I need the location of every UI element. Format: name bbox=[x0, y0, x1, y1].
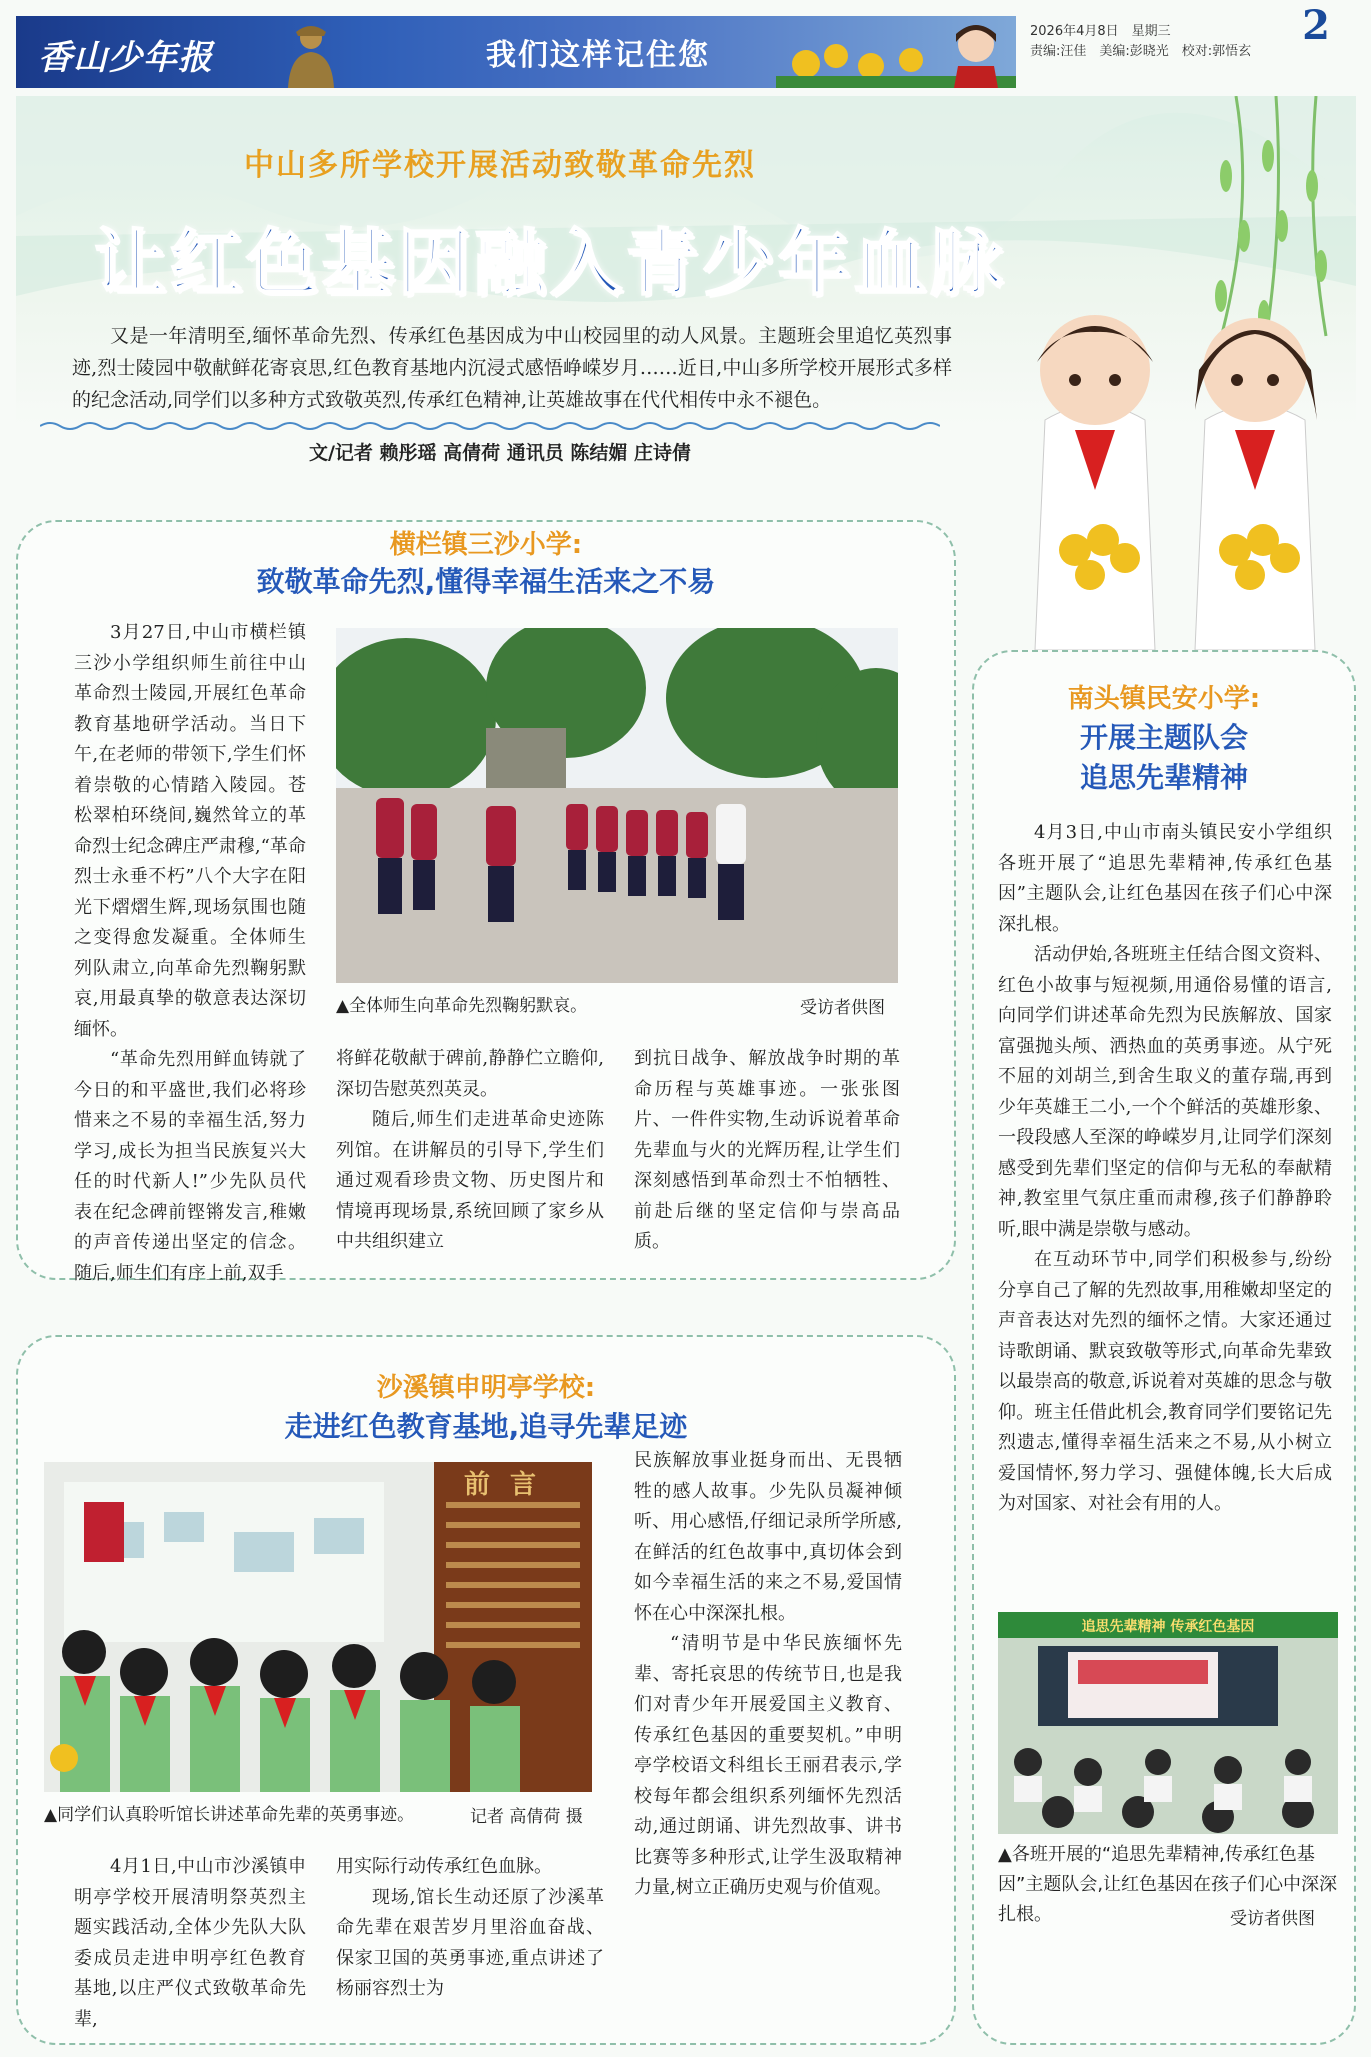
section1-column2 bbox=[336, 1044, 604, 1258]
section2-paragraph2: 活动伊始,各班班主任结合图文资料、红色小故事与短视频,用通俗易懂的语言,向同学们讲述革命先烈为民族解放、国家富强抛头颅、洒热血的英勇事迹。从宁死不屈的刘胡兰,到舍生取义的董存瑞,再到少年英雄王二小,一个个鲜活的英雄形象、一段段感人至深的峥嵘岁月,让同学们深刻感受到先辈们坚定的信仰与无私的奉献精神,教室里气氛庄重而肃穆,孩子们静静聆听,眼中满是崇敬与感动。 bbox=[998, 944, 1332, 1240]
soldier-statue-icon bbox=[266, 16, 356, 88]
section3-title-line1: 沙溪镇申明亭学校: bbox=[376, 1373, 596, 1403]
section1-credit: 受访者供图 bbox=[800, 998, 885, 1018]
plaque-title: 前言 bbox=[464, 1470, 557, 1500]
section2-body bbox=[998, 818, 1332, 1520]
section2-paragraph1: 4月3日,中山市南头镇民安小学组织各班开展了“追思先辈精神,传承红色基因”主题队会,让红色基因在孩子们心中深深扎根。 bbox=[998, 822, 1332, 935]
section2-paragraph3: 在互动环节中,同学们积极参与,纷纷分享自己了解的先烈故事,用稚嫩却坚定的声音表达对先烈的缅怀之情。大家还通过诗歌朗诵、默哀致敬等形式,向革命先辈致以最崇高的敬意,诉说着对英雄的思念与敬仰。班主任借此机会,教育同学们要铭记先烈遗志,懂得幸福生活来之不易,从小树立爱国情怀,努力学习、强健体魄,长大后成为对国家、对社会有用的人。 bbox=[998, 1249, 1332, 1514]
section3-credit: 记者 高倩荷 摄 bbox=[470, 1807, 583, 1827]
newspaper-logo: 香山少年报 bbox=[38, 38, 213, 78]
chrysanthemum-girl-illustration bbox=[776, 16, 1016, 88]
section3-col3-paragraph2: “清明节是中华民族缅怀先辈、寄托哀思的传统节日,也是我们对青少年开展爱国主义教育、传承红色基因的重要契机。”申明亭学校语文科组长王丽君表示,学校每年都会组织系列缅怀先烈活动,通过朗诵、讲先烈故事、讲书比赛等多种形式,让学生汲取精神力量,树立正确历史观与价值观。 bbox=[634, 1633, 902, 1898]
section3-caption: ▲同学们认真聆听馆长讲述革命先辈的英勇事迹。 bbox=[44, 1805, 415, 1825]
section1-caption: ▲全体师生向革命先烈鞠躬默哀。 bbox=[336, 996, 588, 1016]
section3-column1 bbox=[74, 1852, 306, 2035]
section1-title-line1: 横栏镇三沙小学: bbox=[389, 530, 583, 560]
section3-column2 bbox=[336, 1852, 604, 2005]
section3-col1-paragraph: 4月1日,中山市沙溪镇申明亭学校开展清明祭英烈主题实践活动,全体少先队大队委成员走进申明亭红色教育基地,以庄严仪式致敬革命先辈, bbox=[74, 1856, 306, 2030]
section2-caption: ▲各班开展的“追思先辈精神,传承红色基因”主题队会,让红色基因在孩子们心中深深扎根。 bbox=[998, 1844, 1338, 1925]
masthead bbox=[16, 16, 1016, 88]
subheadline: 中山多所学校开展活动致敬革命先烈 bbox=[244, 148, 756, 183]
section2-title-line2: 开展主题队会 bbox=[1079, 721, 1248, 754]
section1-paragraph1: 3月27日,中山市横栏镇三沙小学组织师生前往中山革命烈士陵园,开展红色革命教育基地研学活动。当日下午,在老师的带领下,学生们怀着崇敬的心情踏入陵园。苍松翠柏环绕间,巍然耸立的革命烈士纪念碑庄严肃穆,“革命烈士永垂不朽”八个大字在阳光下熠熠生辉,现场氛围也随之变得愈发凝重。全体师生列队肃立,向革命先烈鞠躬默哀,用最真挚的敬意表达深切缅怀。 bbox=[74, 622, 306, 1040]
editor-credits: 责编:汪佳 美编:彭晓光 校对:郭悟玄 bbox=[1030, 44, 1252, 59]
header-info bbox=[1030, 2, 1330, 62]
section3-title-line2: 走进红色教育基地,追寻先辈足迹 bbox=[284, 1410, 688, 1443]
main-headline: 让红色基因融入青少年血脉 bbox=[93, 221, 1006, 305]
byline: 文/记者 赖彤瑶 高倩荷 通讯员 陈结媚 庄诗倩 bbox=[308, 442, 691, 464]
section1-column1 bbox=[74, 618, 306, 1289]
page-number: 2 bbox=[1302, 2, 1330, 49]
section1-col3-paragraph: 到抗日战争、解放战争时期的革命历程与英雄事迹。一张张图片、一件件实物,生动诉说着革命先辈血与火的光辉历程,让学生们深刻感悟到革命烈士不怕牺牲、前赴后继的坚定信仰与崇高品质。 bbox=[634, 1048, 900, 1252]
museum-visit-photo bbox=[44, 1462, 592, 1792]
section3-column3 bbox=[634, 1446, 902, 1904]
section1-col2-paragraph1: 将鲜花敬献于碑前,静静伫立瞻仰,深切告慰英烈英灵。 bbox=[336, 1048, 604, 1100]
section3-col2-paragraph2: 现场,馆长生动还原了沙溪革命先辈在艰苦岁月里浴血奋战、保家卫国的英勇事迹,重点讲述了杨丽容烈士为 bbox=[336, 1886, 604, 1999]
classroom-assembly-photo bbox=[998, 1612, 1338, 1834]
section2-credit: 受访者供图 bbox=[1230, 1909, 1315, 1929]
section3-col2-paragraph1: 用实际行动传承红色血脉。 bbox=[336, 1856, 552, 1877]
issue-date: 2026年4月8日 星期三 bbox=[1030, 24, 1171, 39]
section1-paragraph2: “革命先烈用鲜血铸就了今日的和平盛世,我们必将珍惜来之不易的幸福生活,努力学习,成长为担当民族复兴大任的时代新人!”少先队员代表在纪念碑前铿锵发言,稚嫩的声音传递出坚定的信念。随后,师生们有序上前,双手 bbox=[74, 1049, 306, 1284]
column-title: 我们这样记住您 bbox=[486, 38, 710, 73]
section3-col3-paragraph1: 民族解放事业挺身而出、无畏牺牲的感人故事。少先队员凝神倾听、用心感悟,仔细记录所学所感,在鲜活的红色故事中,真切体会到如今幸福生活的来之不易,爱国情怀在心中深深扎根。 bbox=[634, 1450, 902, 1624]
cemetery-ceremony-photo bbox=[336, 628, 898, 983]
lede-paragraph: 又是一年清明至,缅怀革命先烈、传承红色基因成为中山校园里的动人风景。主题班会里追忆英烈事迹,烈士陵园中敬献鲜花寄哀思,红色教育基地内沉浸式感悟峥嵘岁月……近日,中山多所学校开展形式多样的纪念活动,同学们以多种方式致敬英烈,传承红色精神,让英雄故事在代代相传中永不褪色。 bbox=[72, 325, 952, 411]
section2-title-line1: 南头镇民安小学: bbox=[1067, 684, 1261, 714]
section1-column3 bbox=[634, 1044, 900, 1258]
pioneer-children-illustration bbox=[985, 300, 1355, 650]
section1-title-line2: 致敬革命先烈,懂得幸福生活来之不易 bbox=[256, 565, 716, 598]
section2-title-line3: 追思先辈精神 bbox=[1079, 761, 1248, 794]
section1-col2-paragraph2: 随后,师生们走进革命史迹陈列馆。在讲解员的引导下,学生们通过观看珍贵文物、历史图片和情境再现场景,系统回顾了家乡从中共组织建立 bbox=[336, 1109, 604, 1252]
photo-banner-text: 追思先辈精神 传承红色基因 bbox=[1081, 1619, 1255, 1635]
wave-divider bbox=[40, 420, 940, 432]
